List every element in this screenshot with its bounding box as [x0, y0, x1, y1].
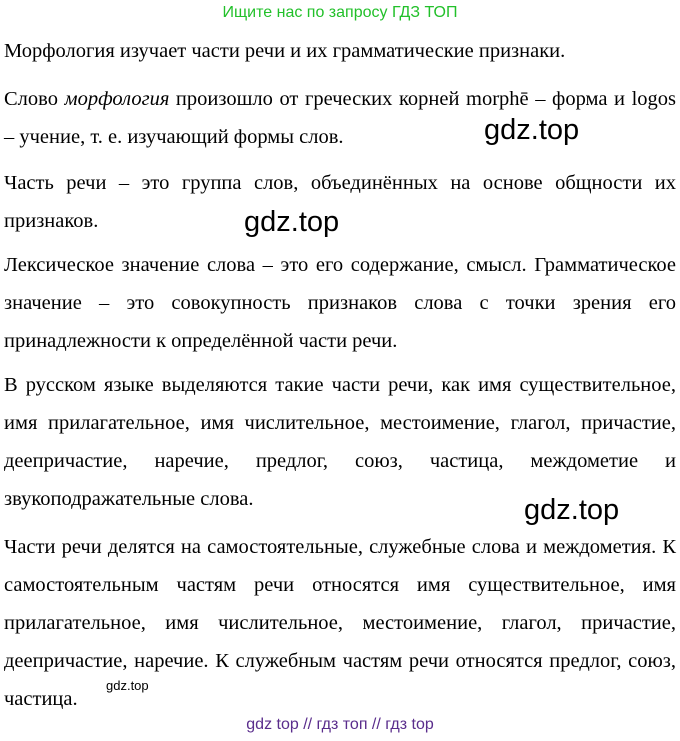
paragraph-text: Морфология изучает части речи и их грамматические признаки. — [4, 40, 566, 62]
paragraph-text: Часть речи – это группа слов, объединённых на основе общности их признаков. — [4, 172, 676, 232]
paragraph-text: Лексическое значение слова – это его содержание, смысл. Грамматическое значение – это совокупность признаков слова с точки зрения его принадлежности к определённой части речи. — [4, 254, 676, 352]
paragraph-text: Части речи делятся на самостоятельные, служебные слова и междометия. К самостоятельным частям речи относятся имя существительное, имя прилагательное, имя числительное, местоимение, глагол, причастие, деепричастие, наречие. К служебным частям речи относятся предлог, союз, частица. — [4, 536, 676, 710]
paragraph-part-of-speech — [4, 164, 676, 240]
italic-term: морфология — [64, 88, 170, 110]
watermark-small: gdz.top — [106, 678, 149, 693]
paragraph-text: В русском языке выделяются такие части речи, как имя существительное, имя прилагательное, имя числительное, местоимение, глагол, причастие, деепричастие, наречие, предлог, союз, частица, междометие и звукоподражательные слова. — [4, 374, 676, 510]
watermark: gdz.top — [524, 494, 620, 526]
footer-links: gdz top // гдз топ // гдз top — [246, 716, 434, 733]
paragraph-morphology-definition — [4, 32, 676, 70]
paragraph-text-before: Слово — [4, 88, 65, 110]
paragraph-text-after: произошло от греческих корней morphē – форма и logos – учение, т. е. изучающий формы слов. — [4, 88, 676, 148]
watermark: gdz.top — [484, 114, 580, 146]
paragraph-parts-division — [4, 528, 676, 718]
watermark: gdz.top — [244, 206, 340, 238]
paragraph-meaning — [4, 246, 676, 360]
top-banner: Ищите нас по запросу ГДЗ ТОП — [222, 4, 458, 21]
